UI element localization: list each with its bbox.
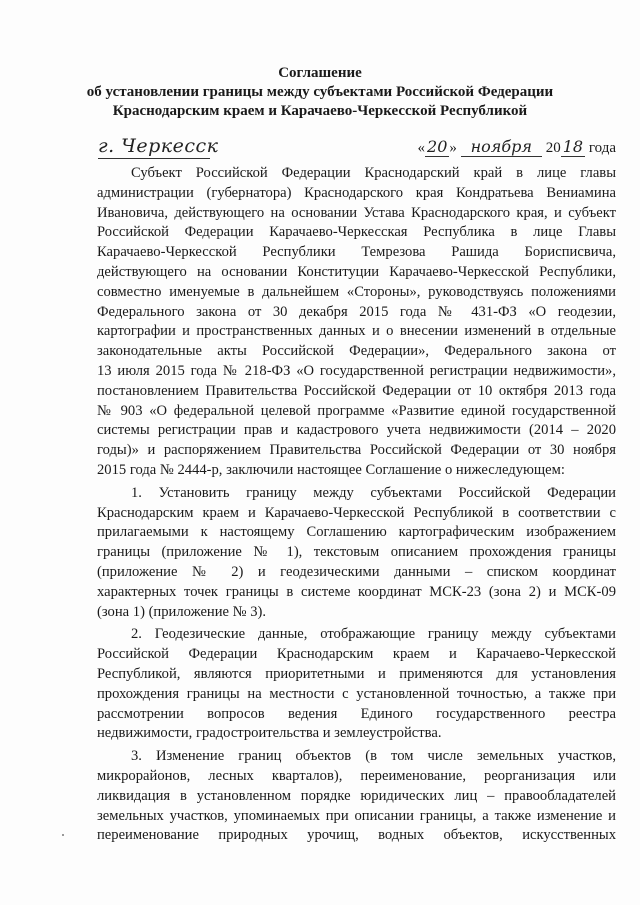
text-line: постановлением Правительства Российской Федерации от 10 октября 2013 года	[97, 382, 616, 399]
text-line: 2. Геодезические данные, отображающие границу между субъектами	[131, 626, 616, 643]
date-year-suffix: 18	[562, 137, 584, 156]
date-quote-open: «	[417, 140, 426, 156]
text-line: 1. Установить границу между субъектами Российской Федерации	[131, 484, 616, 501]
text-line: системы регистрации прав и кадастрового учета недвижимости (2014 – 2020	[97, 422, 616, 439]
document-subtitle-line-2: Краснодарским краем и Карачаево-Черкесской Республикой	[112, 103, 528, 119]
date-day: 20	[427, 137, 448, 156]
text-line: Российской Федерации Карачаево-Черкесская Республика в лице Главы	[97, 224, 616, 241]
paragraph-clause-3	[97, 747, 616, 846]
text-line: земельных участков, упоминаемых при описании границы, а также изменение и	[97, 807, 616, 824]
text-line: годы)» и распоряжением Правительства Российской Федерации от 30 ноября	[97, 442, 616, 459]
text-line: рассмотрении вопросов ведения Единого государственного реестра	[97, 705, 616, 722]
date-year-prefix: 20	[545, 140, 561, 156]
paragraph-clause-1	[97, 484, 616, 623]
text-line: Краснодарским краем и Карачаево-Черкесской Республикой в соответствии с	[97, 504, 616, 521]
text-line: недвижимости, градостроительства и землеустройства.	[97, 725, 442, 742]
text-line: границы (приложение № 1), текстовым описанием прохождения границы	[97, 544, 616, 561]
text-line: прохождения границы на местности с установленной точностью, а также при	[97, 685, 616, 702]
place-and-date-line	[98, 137, 618, 161]
date-quote-close: »	[449, 140, 457, 156]
text-line: микрорайонов, лесных кварталов), переименование, реорганизация или	[97, 767, 616, 784]
text-line: (зона 1) (приложение № 3).	[97, 603, 267, 620]
text-line: администрации (губернатора) Краснодарского края Кондратьева Вениамина	[97, 184, 616, 201]
text-line: Федерального закона от 30 декабря 2015 года № 431-ФЗ «О геодезии,	[97, 303, 616, 320]
signing-date	[418, 137, 616, 157]
text-line: переименование природных урочищ, водных объектов, искусственных	[97, 827, 616, 844]
paragraph-clause-2	[97, 625, 616, 744]
text-line: Субъект Российской Федерации Краснодарский край в лице главы	[131, 165, 616, 181]
text-line: Республикой, являются приоритетными и применяются для установления	[97, 665, 616, 682]
document-body	[97, 164, 616, 846]
text-line: 3. Изменение границ объектов (в том числе земельных участков,	[131, 748, 616, 765]
city-underline	[98, 158, 210, 159]
signing-city: г. Черкесск	[98, 135, 219, 157]
text-line: 13 июля 2015 года № 218-ФЗ «О государственной регистрации недвижимости»,	[97, 362, 616, 379]
text-line: совместно именуемые в дальнейшем «Стороны», руководствуясь положениями	[97, 283, 616, 300]
scan-speck	[62, 834, 64, 836]
date-year-word: года	[588, 140, 616, 156]
text-line: Карачаево-Черкесской Республики Темрезова Рашида Борисписвича,	[97, 244, 616, 261]
document-subtitle-line-1: об установлении границы между субъектами Российской Федерации	[86, 84, 554, 100]
text-line: прилагаемыми к настоящему Соглашению картографическим изображением	[97, 524, 616, 541]
paragraph-preamble	[97, 164, 616, 481]
date-month: ноября	[461, 137, 542, 157]
text-line: Российской Федерации Краснодарским краем и Карачаево-Черкесской	[97, 646, 616, 663]
text-line: ликвидация в установленном порядке юридических лиц – правообладателей	[97, 787, 616, 804]
text-line: Ивановича, действующего на основании Устава Краснодарского края, и субъект	[97, 204, 616, 221]
text-line: характерных точек границы в системе координат МСК-23 (зона 2) и МСК-09	[97, 583, 616, 600]
text-line: № 903 «О федеральной целевой программе «Развитие единой государственной	[97, 402, 616, 419]
document-title: Соглашение	[278, 65, 362, 81]
text-line: картографии и пространственных данных и о внесении изменений в отдельные	[97, 323, 616, 340]
text-line: действующего на основании Конституции Карачаево-Черкесской Республики,	[97, 263, 616, 280]
text-line: 2015 года № 2444-р, заключили настоящее Соглашение о нижеследующем:	[97, 461, 565, 478]
text-line: (приложение № 2) и геодезическими данными – списком координат	[97, 563, 616, 580]
text-line: законодательные акты Российской Федерации», Федерального закона от	[97, 343, 616, 360]
